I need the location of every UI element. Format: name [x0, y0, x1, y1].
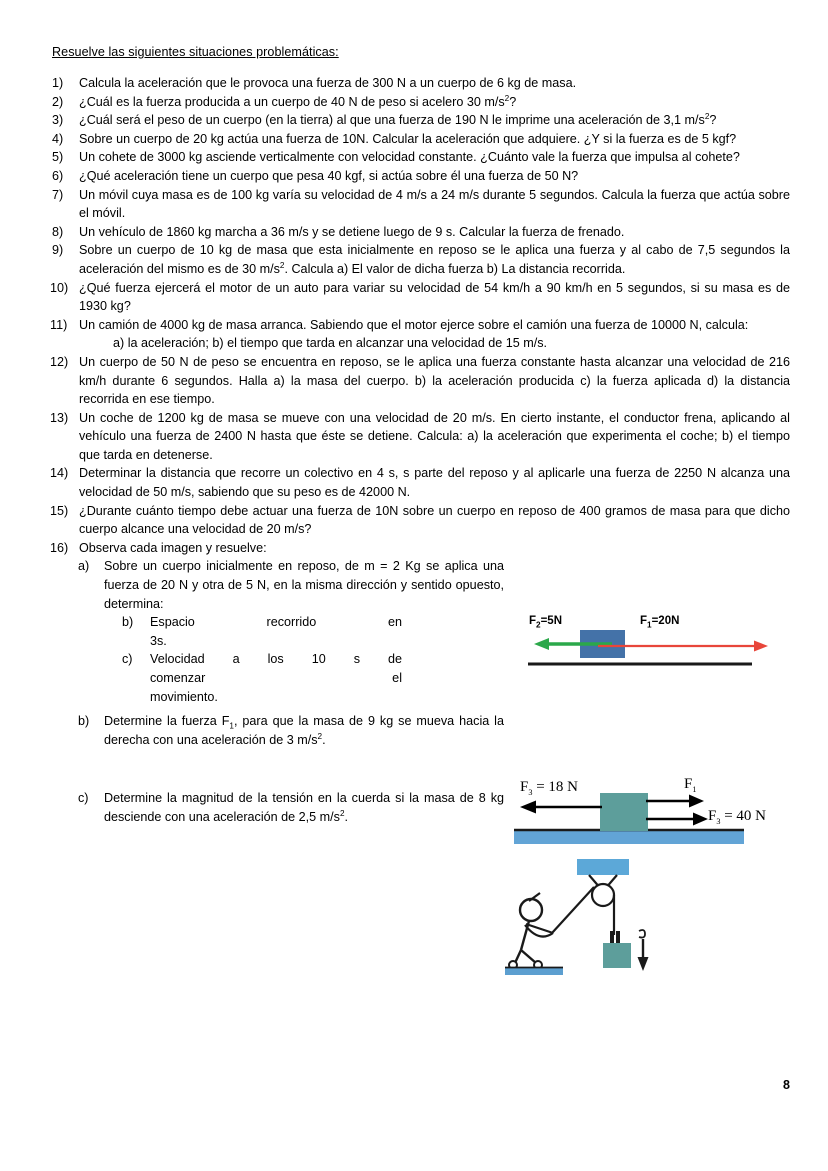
part-text-tail: . — [322, 732, 326, 747]
problem-text: ¿Cuál es la fuerza producida a un cuerpo de 40 N de peso si acelero 30 m/s — [79, 94, 505, 109]
subpart-marker: b) — [122, 615, 134, 630]
force-value: =20N — [651, 615, 680, 627]
page-content — [52, 44, 790, 827]
problem-text: Un camión de 4000 kg de masa arranca. Sabiendo que el motor ejerce sobre el camión una fuerza de 10000 N, calcula: — [79, 317, 749, 332]
exponent: 2 — [317, 731, 323, 741]
pulley-wheel — [592, 884, 614, 906]
right-force-arrowhead — [754, 641, 768, 652]
problem-text: Un cohete de 3000 kg asciende verticalmente con velocidad constante. ¿Cuánto vale la fuerza que impulsa al cohete? — [79, 150, 740, 165]
figure2-left-force-label — [520, 779, 578, 796]
subpart-line-2: comenzar el — [150, 671, 402, 685]
lower-right-force-arrowhead — [693, 813, 708, 826]
problem-item-2 — [52, 93, 790, 112]
problem-text: ¿Cuál será el peso de un cuerpo (en la tierra) al que una fuerza de 190 N le imprime una aceleración de 3,1 m/s — [79, 113, 705, 128]
problem-marker: 8) — [52, 224, 64, 239]
problem-marker: 15) — [50, 503, 69, 518]
figure-two-forces-on-block — [520, 615, 800, 680]
problem-item-13 — [52, 409, 790, 465]
problem-item-3 — [52, 111, 790, 130]
figure-block-three-forces — [512, 775, 772, 850]
problem-marker: 16) — [50, 540, 69, 555]
left-force-arrowhead — [534, 638, 549, 650]
problem-text: Observa cada imagen y resuelve: — [79, 540, 267, 555]
problem-text: Sobre un cuerpo de 20 kg actúa una fuerza de 10N. Calcular la aceleración que adquiere. ¿Y si la fuerza es de 5 kgf? — [79, 131, 737, 146]
part-text-tail: . — [344, 809, 348, 824]
figure3-svg — [505, 855, 675, 975]
force-subscript: 1 — [692, 785, 697, 794]
motion-arrowhead — [638, 957, 649, 971]
surface-slab — [514, 831, 744, 844]
problem-item-12 — [52, 353, 790, 409]
problem-text: Sobre un cuerpo de 10 kg de masa que esta inicialmente en reposo se le aplica una fuerza y al cabo de 7,5 segundos la aceleración del mismo es de 30 m/s — [79, 243, 790, 276]
part-marker: b) — [78, 714, 90, 729]
ceiling-bracket — [577, 859, 629, 875]
force-subscript: 3 — [528, 788, 533, 797]
problem-item-6 — [52, 167, 790, 186]
subpart-line-1: Velocidad a los 10 s de — [150, 652, 402, 667]
problem-text: Un móvil cuya masa es de 100 kg varía su velocidad de 4 m/s a 24 m/s durante 5 segundos. Calcula la fuerza que actúa sobre el móvil. — [79, 187, 790, 221]
hanging-block — [603, 943, 631, 968]
page-title: Resuelve las siguientes situaciones problemáticas: — [52, 45, 339, 59]
figure2-upper-right-force-label — [684, 776, 696, 793]
force-symbol: F — [684, 776, 693, 792]
problem-marker: 11) — [50, 317, 68, 332]
problem-text: Un vehículo de 1860 kg marcha a 36 m/s y se detiene luego de 9 s. Calcular la fuerza de frenado. — [79, 224, 625, 239]
rope-diagonal-segment — [552, 887, 594, 933]
problem-marker: 6) — [52, 168, 64, 183]
problem-marker: 12) — [50, 354, 69, 369]
force-symbol: F — [640, 615, 648, 627]
part-text-head: Determine la magnitud de la tensión en la cuerda si la masa de 8 kg desciende con una aceleración de 2,5 m/s — [104, 791, 504, 824]
motion-squiggle — [639, 930, 645, 938]
problem-marker: 5) — [52, 150, 64, 165]
problem-subline: a) la aceleración; b) el tiempo que tarda en alcanzar una velocidad de 15 m/s. — [113, 336, 548, 351]
problem-marker: 4) — [52, 131, 64, 146]
problem-item-10 — [52, 279, 790, 316]
part-marker: c) — [78, 791, 89, 806]
problem-marker: 7) — [52, 187, 64, 202]
upper-right-force-arrowhead — [689, 795, 704, 808]
hook-left-bar — [610, 931, 614, 943]
subpart-line-3: movimiento. — [150, 689, 218, 704]
floor-platform — [505, 968, 563, 975]
force-symbol: F — [520, 779, 529, 795]
force-subscript: 3 — [716, 817, 721, 826]
force-subscript: 2 — [536, 620, 541, 630]
problem-item-1 — [52, 74, 790, 93]
problem-item-16 — [52, 539, 790, 558]
subpart-line-1: Espacio recorrido en — [150, 615, 402, 630]
problem-list — [52, 74, 790, 557]
part-text — [104, 712, 504, 749]
figure1-right-force-label — [640, 615, 680, 630]
problem-marker: 9) — [52, 243, 64, 258]
problem-item-15 — [52, 502, 790, 539]
exponent: 2 — [339, 808, 345, 818]
problem-text: Determinar la distancia que recorre un colectivo en 4 s, s parte del reposo y al aplicarle una fuerza de 2250 N alcanza una velocidad de 50 m/s, sabiendo que su peso es de 42000 N. — [79, 466, 790, 500]
part-text: Sobre un cuerpo inicialmente en reposo, de m = 2 Kg se aplica una fuerza de 20 N y otra de 5 N, en la misma dirección y sentido opuesto, determina: — [104, 559, 504, 611]
exponent: 2 — [504, 93, 510, 103]
problem-marker: 13) — [50, 410, 69, 425]
problem-item-14 — [52, 464, 790, 501]
force-symbol: F — [529, 615, 537, 627]
person-head — [520, 899, 542, 921]
problem-text-tail: ? — [709, 113, 717, 128]
problem-item-11 — [52, 316, 790, 353]
problem-marker: 14) — [50, 466, 69, 481]
problem-text: Calcula la aceleración que le provoca una fuerza de 300 N a un cuerpo de 6 kg de masa. — [79, 76, 577, 90]
exponent: 2 — [704, 112, 710, 121]
problem-marker: 10) — [50, 280, 69, 295]
subpart-line-2: 3s. — [150, 633, 167, 648]
problem-item-7 — [52, 186, 790, 223]
force-subscript: 1 — [647, 620, 652, 630]
left-force-arrowhead — [520, 801, 536, 814]
item16-part-a-sub-b — [104, 613, 402, 650]
item16-part-b — [52, 712, 790, 749]
problem-item-9 — [52, 241, 790, 278]
part-marker: a) — [78, 559, 90, 574]
problem-text: ¿Qué aceleración tiene un cuerpo que pesa 40 kgf, si actúa sobre él una fuerza de 50 N? — [79, 168, 579, 183]
subscript: 1 — [229, 721, 234, 731]
figure1-left-force-label — [529, 615, 563, 630]
problem-item-8 — [52, 223, 790, 242]
figure1-svg — [520, 618, 800, 680]
problem-text: ¿Durante cuánto tiempo debe actuar una fuerza de 10N sobre un cuerpo en reposo de 400 gramos de masa para que dicho cuerpo alcance una velocidad de 20 m/s? — [79, 503, 790, 537]
problem-item-5 — [52, 148, 790, 167]
problem-marker: 3) — [52, 113, 64, 128]
person-right-leg — [521, 950, 536, 963]
problem-text: Un cuerpo de 50 N de peso se encuentra en reposo, se le aplica una fuerza constante hasta alcanzar una velocidad de 216 km/h durante 6 segundos. Halla a) la masa del cuerpo. b) la aceleración producida c) la fuerza aplicada d) la distancia recorrida en ese tiempo. — [79, 354, 790, 407]
problem-text-tail: ? — [509, 94, 517, 109]
force-value: = 40 N — [724, 808, 766, 824]
figure-pulley-system — [505, 855, 675, 975]
part-text — [104, 789, 504, 826]
force-value: =5N — [540, 615, 563, 627]
part-text-mid: , para que la masa de 9 kg se mueva hacia la derecha con una aceleración de 3 m/s — [104, 714, 504, 747]
page-number: 8 — [783, 1078, 790, 1092]
item16-part-a-sub-c — [104, 650, 402, 706]
problem-item-4 — [52, 130, 790, 149]
problem-marker: 2) — [52, 94, 64, 109]
part-text-head: Determine la fuerza F — [104, 714, 230, 729]
exponent: 2 — [279, 260, 285, 270]
problem-text-tail: . Calcula a) El valor de dicha fuerza b) La distancia recorrida. — [284, 261, 626, 276]
force-value: = 18 N — [536, 779, 578, 795]
problem-text: Un coche de 1200 kg de masa se mueve con una velocidad de 20 m/s. En cierto instante, el conductor frena, aplicando al vehículo una fuerza de 2400 N hasta que éste se detiene. Calcula: a) la aceleración que experimenta el coche; b) el tiempo que tarda en detenerse. — [79, 410, 790, 462]
subpart-marker: c) — [122, 652, 133, 667]
hook-right-bar — [616, 931, 620, 943]
problem-text: ¿Qué fuerza ejercerá el motor de un auto para variar su velocidad de 54 km/h a 90 km/h en 5 segundos, si su masa es de 1930 kg? — [79, 280, 790, 314]
block-shape — [600, 793, 648, 831]
force-symbol: F — [708, 808, 717, 824]
problem-marker: 1) — [52, 76, 64, 90]
figure2-lower-right-force-label — [708, 808, 766, 825]
